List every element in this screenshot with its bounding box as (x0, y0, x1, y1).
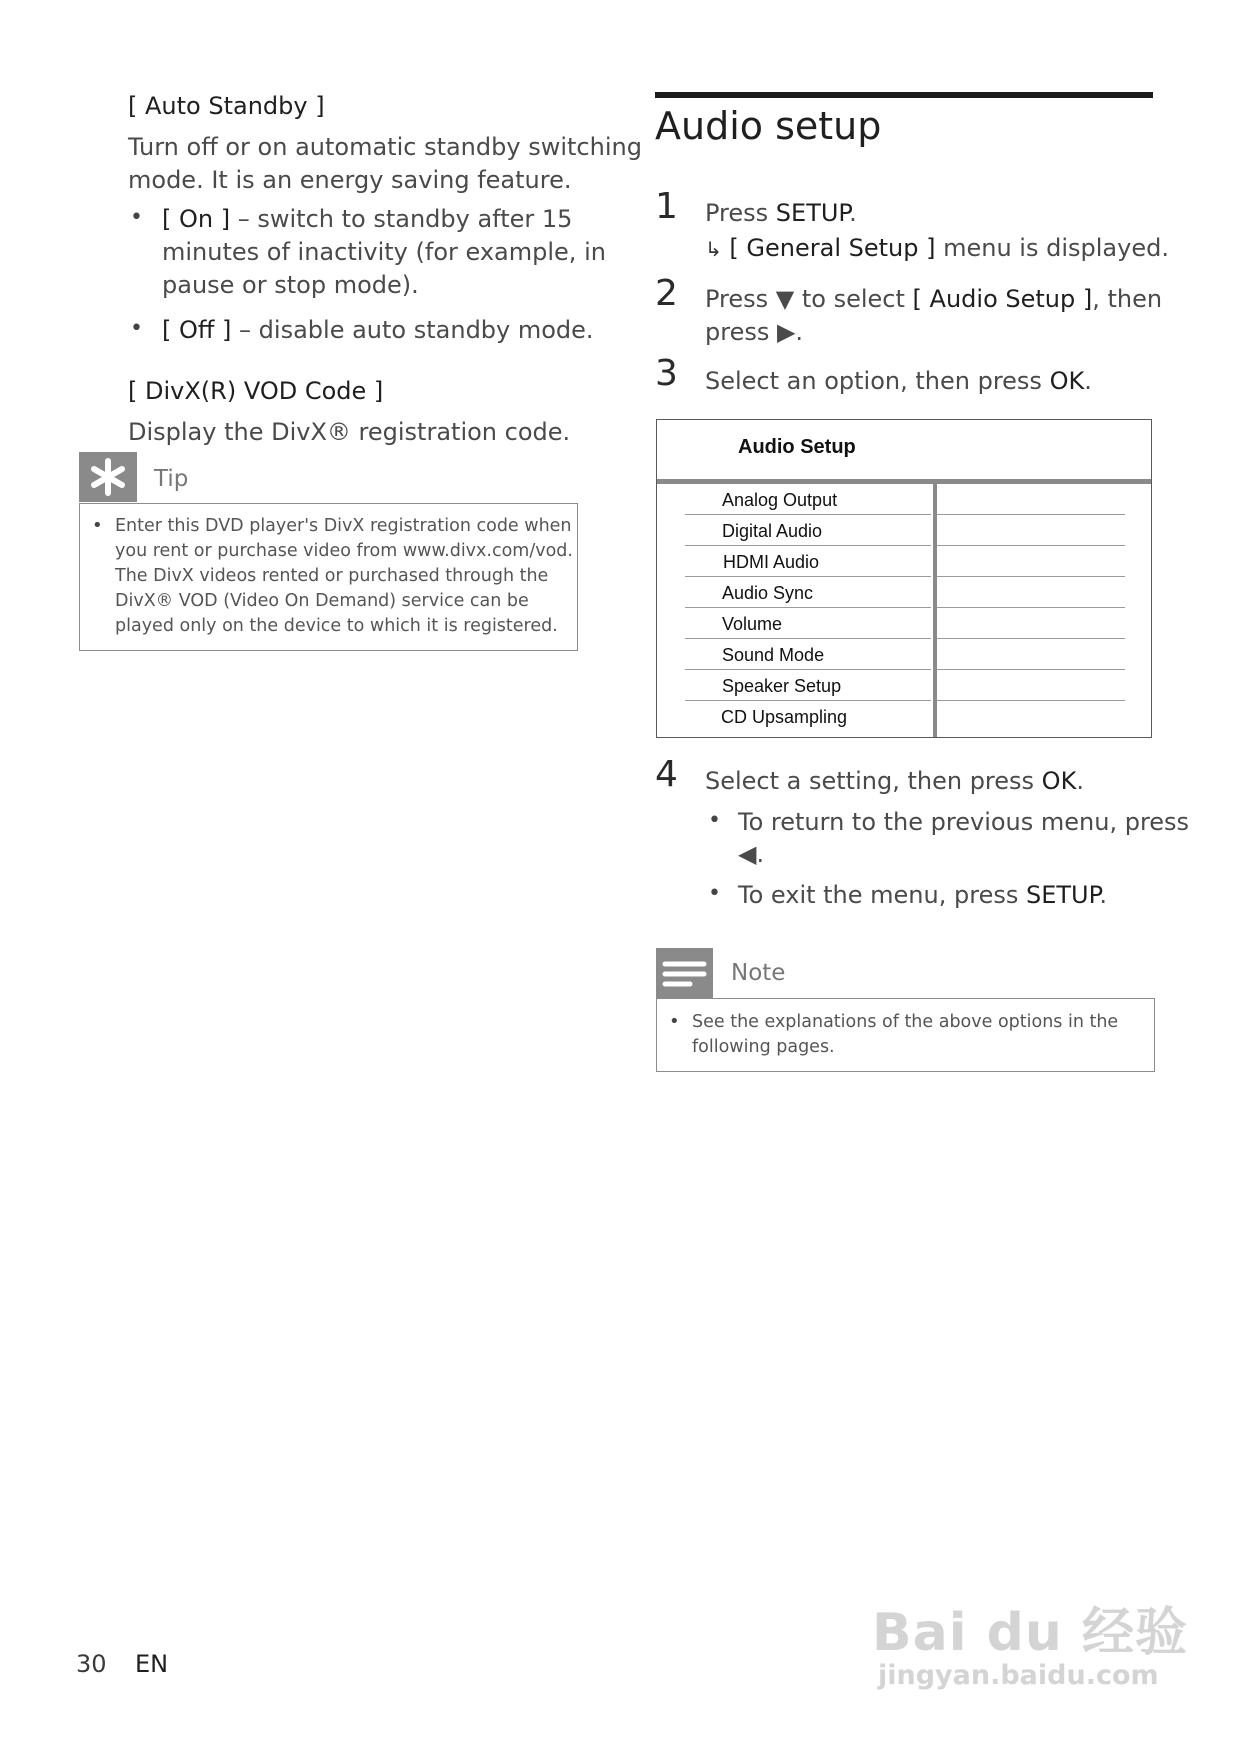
bullet-icon: • (669, 1011, 680, 1032)
menu-item-hdmi-audio[interactable] (685, 546, 1125, 577)
step1-key: SETUP (775, 199, 850, 227)
step4-bullet1-line2: ◀. (738, 840, 765, 868)
page-title: Audio setup (655, 104, 882, 148)
menu-item-analog-output[interactable] (685, 484, 1125, 515)
tip-line: played only on the device to which it is registered. (115, 616, 558, 636)
step4-pre: Select a setting, then press (705, 767, 1042, 795)
step2-line2: press ▶. (705, 318, 804, 346)
language-code: EN (135, 1650, 169, 1678)
step4-bullet2 (738, 879, 1107, 912)
bullet-icon: • (130, 316, 143, 341)
menu-item-label: Audio Sync (722, 583, 814, 603)
tip-icon (79, 452, 137, 502)
menu-item-sound-mode[interactable] (685, 639, 1125, 670)
option-off-line (162, 314, 594, 347)
page-number: 30 (76, 1650, 107, 1678)
tip-line: Enter this DVD player's DivX registration code when (115, 516, 572, 536)
step3-key: OK (1049, 367, 1085, 395)
divx-desc: Display the DivX® registration code. (128, 418, 571, 446)
audio-setup-menu (656, 419, 1152, 738)
step4-bullet2-key: SETUP (1025, 881, 1100, 909)
note-text (692, 1010, 1118, 1060)
menu-item-label: Speaker Setup (722, 676, 842, 696)
step4-bullet1-line1: To return to the previous menu, press (738, 808, 1190, 836)
step4-bullet2-post: . (1099, 881, 1107, 909)
step1-post: . (849, 199, 857, 227)
note-line: following pages. (692, 1037, 835, 1057)
tip-label: Tip (154, 466, 189, 492)
step4-post: . (1076, 767, 1084, 795)
menu-list (685, 484, 1125, 732)
option-on-line3: pause or stop mode). (162, 271, 419, 299)
step1-result-key: [ General Setup ] (729, 234, 936, 262)
option-on-label: [ On ] (162, 205, 231, 233)
menu-item-cd-upsampling[interactable] (685, 701, 1125, 732)
step2-post: , then (1092, 285, 1163, 313)
step4-key: OK (1041, 767, 1077, 795)
step3-text (705, 365, 1092, 398)
menu-item-digital-audio[interactable] (685, 515, 1125, 546)
menu-item-audio-sync[interactable] (685, 577, 1125, 608)
tip-line: you rent or purchase video from www.divx.com/vod. (115, 541, 573, 561)
option-on-line2: minutes of inactivity (for example, in (162, 238, 606, 266)
auto-standby-desc-line2: mode. It is an energy saving feature. (128, 166, 572, 194)
option-on-text: – switch to standby after 15 (230, 205, 573, 233)
note-icon (656, 948, 713, 998)
step-number: 1 (655, 186, 678, 227)
bullet-icon: • (708, 881, 721, 906)
result-arrow-icon: ↳ (705, 237, 722, 261)
menu-item-label: Analog Output (722, 490, 838, 510)
option-off-text: – disable auto standby mode. (231, 316, 594, 344)
menu-item-volume[interactable] (685, 608, 1125, 639)
bullet-icon: • (130, 205, 143, 230)
step1-result-post: menu is displayed. (935, 234, 1169, 262)
option-on-line1 (162, 203, 572, 236)
step2-pre: Press ▼ to select (705, 285, 913, 313)
menu-item-label: HDMI Audio (723, 552, 820, 572)
step2-key: [ Audio Setup ] (912, 285, 1093, 313)
baidu-watermark: Bai du 经验 (872, 1603, 1188, 1663)
baidu-watermark-url: jingyan.baidu.com (878, 1660, 1159, 1691)
auto-standby-desc-line1: Turn off or on automatic standby switching (128, 133, 642, 161)
step4-text (705, 765, 1084, 798)
menu-title: Audio Setup (738, 436, 856, 458)
step-number: 4 (655, 754, 678, 795)
menu-item-label: CD Upsampling (721, 707, 848, 727)
menu-item-speaker-setup[interactable] (685, 670, 1125, 701)
menu-item-label: Digital Audio (722, 521, 823, 541)
step-number: 2 (655, 273, 678, 314)
divx-heading: [ DivX(R) VOD Code ] (128, 377, 384, 405)
note-line: See the explanations of the above options in the (692, 1012, 1119, 1032)
section-rule (655, 92, 1153, 98)
note-label: Note (731, 960, 786, 986)
step4-bullet2-pre: To exit the menu, press (738, 881, 1026, 909)
auto-standby-heading: [ Auto Standby ] (128, 92, 325, 120)
step3-post: . (1084, 367, 1092, 395)
tip-line: DivX® VOD (Video On Demand) service can be (115, 591, 529, 611)
bullet-icon: • (92, 515, 103, 536)
option-off-label: [ Off ] (162, 316, 232, 344)
step2-text (705, 283, 1162, 316)
step3-pre: Select an option, then press (705, 367, 1050, 395)
menu-item-label: Sound Mode (722, 645, 825, 665)
menu-item-label: Volume (722, 614, 783, 634)
bullet-icon: • (708, 808, 721, 833)
step1-pre: Press (705, 199, 776, 227)
tip-line: The DivX videos rented or purchased through the (115, 566, 549, 586)
step1-result (705, 232, 1169, 266)
step1-text (705, 197, 857, 230)
tip-text (115, 514, 573, 639)
step-number: 3 (655, 353, 678, 394)
